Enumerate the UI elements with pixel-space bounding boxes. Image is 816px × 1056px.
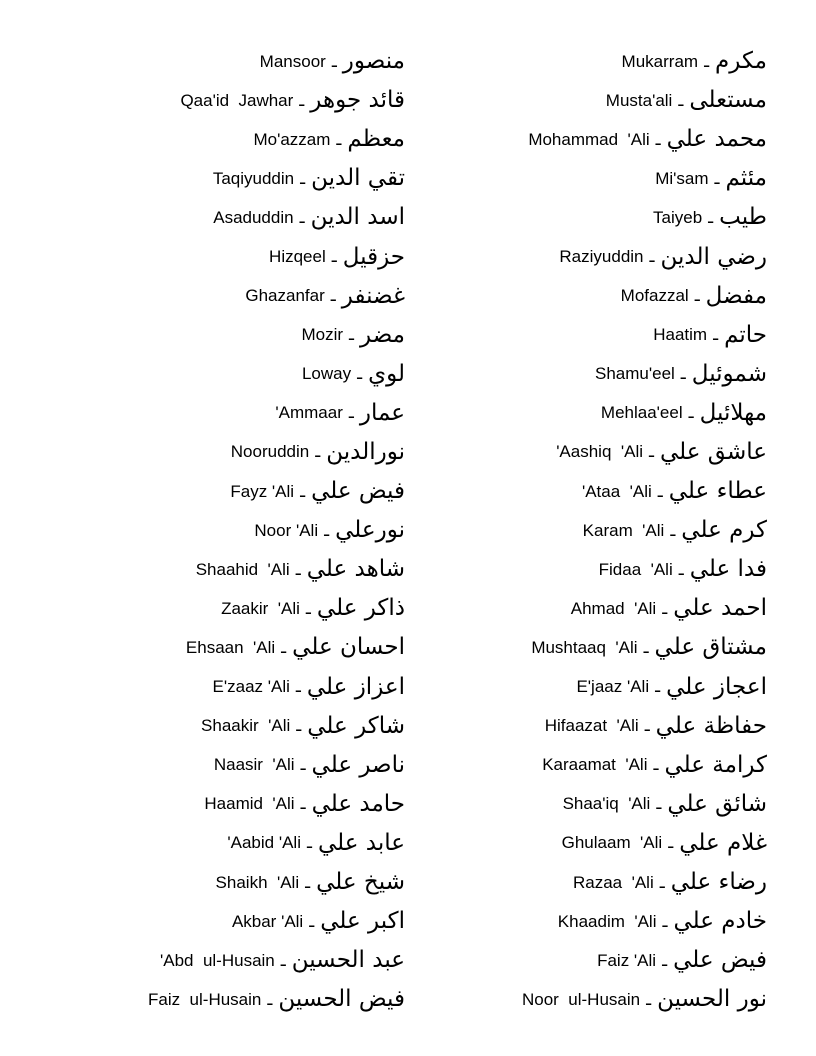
name-entry (480, 42, 767, 81)
name-separator: ـ (331, 51, 337, 71)
arabic-name: خادم علي (673, 908, 767, 935)
name-entry (100, 198, 405, 237)
arabic-name: مضر (360, 321, 405, 348)
name-entry (480, 668, 767, 707)
arabic-name: اكبر علي (320, 908, 405, 935)
name-separator: ـ (713, 325, 719, 345)
arabic-name: نور الحسين (657, 986, 767, 1013)
latin-name: Karaamat 'Ali (542, 755, 648, 775)
name-separator: ـ (300, 794, 306, 814)
latin-name: Akbar 'Ali (231, 911, 304, 931)
latin-name: Zaakir 'Ali (221, 598, 300, 618)
arabic-name: شيخ علي (316, 869, 405, 896)
name-separator: ـ (688, 403, 694, 423)
name-separator: ـ (295, 559, 301, 579)
name-separator: ـ (357, 364, 363, 384)
name-entry (100, 628, 405, 667)
name-entry (100, 433, 405, 472)
latin-name: 'Aabid 'Ali (227, 833, 301, 853)
latin-name: 'Ataa 'Ali (581, 481, 652, 501)
name-separator: ـ (280, 950, 286, 970)
name-separator: ـ (714, 168, 720, 188)
latin-name: Shamu'eel (595, 364, 675, 384)
name-entry (480, 707, 767, 746)
latin-name: Ehsaan 'Ali (185, 637, 276, 657)
name-entry (480, 472, 767, 511)
arabic-name: رضاء علي (670, 869, 767, 896)
latin-name: Shaahid 'Ali (195, 559, 290, 579)
name-entry (100, 355, 405, 394)
latin-name: Haamid 'Ali (204, 794, 295, 814)
arabic-name: اعجاز علي (666, 673, 767, 700)
arabic-name: مفضل (705, 282, 767, 309)
arabic-name: شموئيل (691, 360, 767, 387)
latin-name: Mushtaaq 'Ali (531, 637, 638, 657)
name-separator: ـ (644, 716, 650, 736)
name-entry (480, 589, 767, 628)
arabic-name: مكرم (715, 48, 767, 75)
name-entry (480, 316, 767, 355)
latin-name: Mehlaa'eel (600, 403, 683, 423)
name-entry (100, 980, 405, 1019)
latin-name: Taiyeb (653, 207, 703, 227)
latin-name: Ghulaam 'Ali (561, 833, 663, 853)
name-entry (480, 394, 767, 433)
arabic-name: عاشق علي (659, 438, 767, 465)
latin-name: Karam 'Ali (582, 520, 665, 540)
name-entry (100, 120, 405, 159)
name-separator: ـ (295, 677, 301, 697)
name-separator: ـ (662, 911, 668, 931)
name-separator: ـ (299, 90, 305, 110)
latin-name: E'zaaz 'Ali (212, 677, 290, 697)
name-separator: ـ (678, 90, 684, 110)
name-entry (480, 550, 767, 589)
name-entry (100, 511, 405, 550)
name-separator: ـ (296, 716, 302, 736)
name-entry (480, 785, 767, 824)
latin-name: Raziyuddin (559, 247, 644, 267)
name-separator: ـ (324, 520, 330, 540)
arabic-name: مشتاق علي (654, 634, 767, 661)
arabic-name: منصور (342, 48, 405, 75)
name-entry (100, 589, 405, 628)
latin-name: Asaduddin (213, 207, 294, 227)
arabic-name: غضنفر (341, 282, 405, 309)
arabic-name: مهلائيل (699, 399, 767, 426)
latin-name: Noor 'Ali (254, 520, 319, 540)
arabic-name: قائد جوهر (310, 87, 405, 114)
name-separator: ـ (694, 286, 700, 306)
name-entry (480, 511, 767, 550)
arabic-name: فيض علي (311, 478, 405, 505)
name-separator: ـ (655, 129, 661, 149)
arabic-name: احسان علي (292, 634, 405, 661)
arabic-name: فيض الحسين (278, 986, 405, 1013)
arabic-name: حفاظة علي (655, 712, 767, 739)
latin-name: Fidaa 'Ali (598, 559, 673, 579)
latin-name: Qaa'id Jawhar (180, 90, 294, 110)
latin-name: Noor ul-Husain (521, 989, 641, 1009)
name-entry (100, 81, 405, 120)
arabic-name: مستعلى (689, 87, 767, 114)
latin-name: Mi'sam (655, 168, 709, 188)
latin-name: Faiz 'Ali (597, 950, 657, 970)
name-entry (100, 316, 405, 355)
latin-name: Razaa 'Ali (573, 872, 654, 892)
arabic-name: احمد علي (673, 595, 767, 622)
name-entry (100, 472, 405, 511)
name-separator: ـ (704, 51, 710, 71)
arabic-name: فيض علي (673, 947, 767, 974)
name-separator: ـ (656, 794, 662, 814)
arabic-name: نورالدين (326, 438, 405, 465)
latin-name: Shaakir 'Ali (201, 716, 291, 736)
name-entry (100, 277, 405, 316)
name-separator: ـ (653, 755, 659, 775)
name-entry (100, 707, 405, 746)
latin-name: Mukarram (621, 51, 699, 71)
name-separator: ـ (657, 481, 663, 501)
name-entry (100, 863, 405, 902)
name-entry (480, 120, 767, 159)
arabic-name: كرامة علي (664, 751, 767, 778)
name-entry (480, 433, 767, 472)
arabic-name: عمار (359, 399, 405, 426)
name-entry (100, 902, 405, 941)
name-entry (480, 237, 767, 276)
arabic-name: رضي الدين (660, 243, 767, 270)
name-separator: ـ (708, 207, 714, 227)
name-entry (480, 277, 767, 316)
arabic-name: اسد الدين (310, 204, 405, 231)
name-separator: ـ (349, 325, 355, 345)
arabic-name: عابد علي (317, 829, 405, 856)
arabic-name: تقي الدين (311, 165, 405, 192)
arabic-name: ناصر علي (311, 751, 405, 778)
name-entry (100, 785, 405, 824)
latin-name: Hizqeel (269, 247, 326, 267)
arabic-name: نورعلي (335, 517, 405, 544)
latin-name: Ghazanfar (245, 286, 325, 306)
arabic-name: شاهد علي (306, 556, 405, 583)
name-entry (480, 628, 767, 667)
name-separator: ـ (331, 247, 337, 267)
name-separator: ـ (649, 442, 654, 462)
latin-name: Loway (301, 364, 352, 384)
name-separator: ـ (336, 129, 342, 149)
name-entry (100, 746, 405, 785)
name-entry (100, 550, 405, 589)
arabic-name: لوي (368, 360, 405, 387)
name-separator: ـ (305, 598, 311, 618)
name-separator: ـ (348, 403, 354, 423)
name-entry (100, 941, 405, 980)
latin-name: 'Aashiq 'Ali (556, 442, 643, 462)
arabic-name: شاكر علي (307, 712, 405, 739)
latin-name: Mansoor (259, 51, 326, 71)
arabic-name: شائق علي (667, 790, 767, 817)
name-entry (480, 980, 767, 1019)
name-separator: ـ (662, 598, 668, 618)
names-column-left (100, 42, 405, 1019)
name-separator: ـ (315, 442, 321, 462)
latin-name: Musta'ali (605, 90, 673, 110)
name-separator: ـ (305, 872, 311, 892)
name-separator: ـ (668, 833, 674, 853)
latin-name: Naasir 'Ali (213, 755, 295, 775)
name-entry (100, 42, 405, 81)
name-separator: ـ (680, 364, 686, 384)
latin-name: Shaikh 'Ali (215, 872, 300, 892)
latin-name: Khaadim 'Ali (557, 911, 657, 931)
latin-name: Taqiyuddin (212, 168, 295, 188)
name-entry (480, 902, 767, 941)
name-separator: ـ (300, 168, 306, 188)
latin-name: Mo'azzam (253, 129, 331, 149)
arabic-name: ذاكر علي (316, 595, 405, 622)
name-entry (480, 198, 767, 237)
arabic-name: غلام علي (679, 829, 767, 856)
name-separator: ـ (281, 637, 287, 657)
latin-name: Shaa'iq 'Ali (562, 794, 651, 814)
latin-name: Hifaazat 'Ali (544, 716, 639, 736)
name-entry (100, 824, 405, 863)
name-entry (100, 237, 405, 276)
name-separator: ـ (267, 989, 273, 1009)
arabic-name: عطاء علي (668, 478, 767, 505)
name-separator: ـ (659, 872, 665, 892)
name-separator: ـ (655, 677, 661, 697)
name-entry (100, 394, 405, 433)
latin-name: E'jaaz 'Ali (576, 677, 650, 697)
name-entry (480, 746, 767, 785)
name-separator: ـ (309, 911, 315, 931)
name-separator: ـ (643, 637, 649, 657)
latin-name: Mofazzal (620, 286, 689, 306)
name-separator: ـ (670, 520, 676, 540)
arabic-name: حامد علي (311, 790, 405, 817)
name-entry (100, 668, 405, 707)
name-separator: ـ (649, 247, 655, 267)
name-entry (480, 81, 767, 120)
latin-name: Mohammad 'Ali (528, 129, 650, 149)
name-separator: ـ (678, 559, 684, 579)
name-entry (480, 941, 767, 980)
arabic-name: حزقيل (342, 243, 405, 270)
arabic-name: مئثم (725, 165, 767, 192)
arabic-name: معظم (347, 126, 405, 153)
latin-name: Mozir (301, 325, 344, 345)
arabic-name: عبد الحسين (291, 947, 405, 974)
latin-name: Fayz 'Ali (230, 481, 295, 501)
name-entry (100, 159, 405, 198)
name-separator: ـ (646, 989, 652, 1009)
name-entry (480, 159, 767, 198)
arabic-name: اعزاز علي (306, 673, 405, 700)
names-column-right (480, 42, 767, 1019)
arabic-name: حاتم (724, 321, 767, 348)
arabic-name: فدا علي (689, 556, 767, 583)
name-separator: ـ (300, 755, 306, 775)
name-separator: ـ (330, 286, 336, 306)
name-entry (480, 824, 767, 863)
name-separator: ـ (299, 207, 305, 227)
latin-name: Nooruddin (230, 442, 310, 462)
arabic-name: محمد علي (666, 126, 767, 153)
arabic-name: طيب (719, 204, 767, 231)
latin-name: 'Abd ul-Husain (160, 950, 275, 970)
arabic-name: كرم علي (681, 517, 767, 544)
latin-name: Haatim (653, 325, 708, 345)
name-entry (480, 355, 767, 394)
latin-name: 'Ammaar (275, 403, 343, 423)
name-separator: ـ (306, 833, 312, 853)
latin-name: Faiz ul-Husain (148, 989, 262, 1009)
name-separator: ـ (300, 481, 306, 501)
name-entry (480, 863, 767, 902)
name-separator: ـ (662, 950, 668, 970)
latin-name: Ahmad 'Ali (570, 598, 657, 618)
